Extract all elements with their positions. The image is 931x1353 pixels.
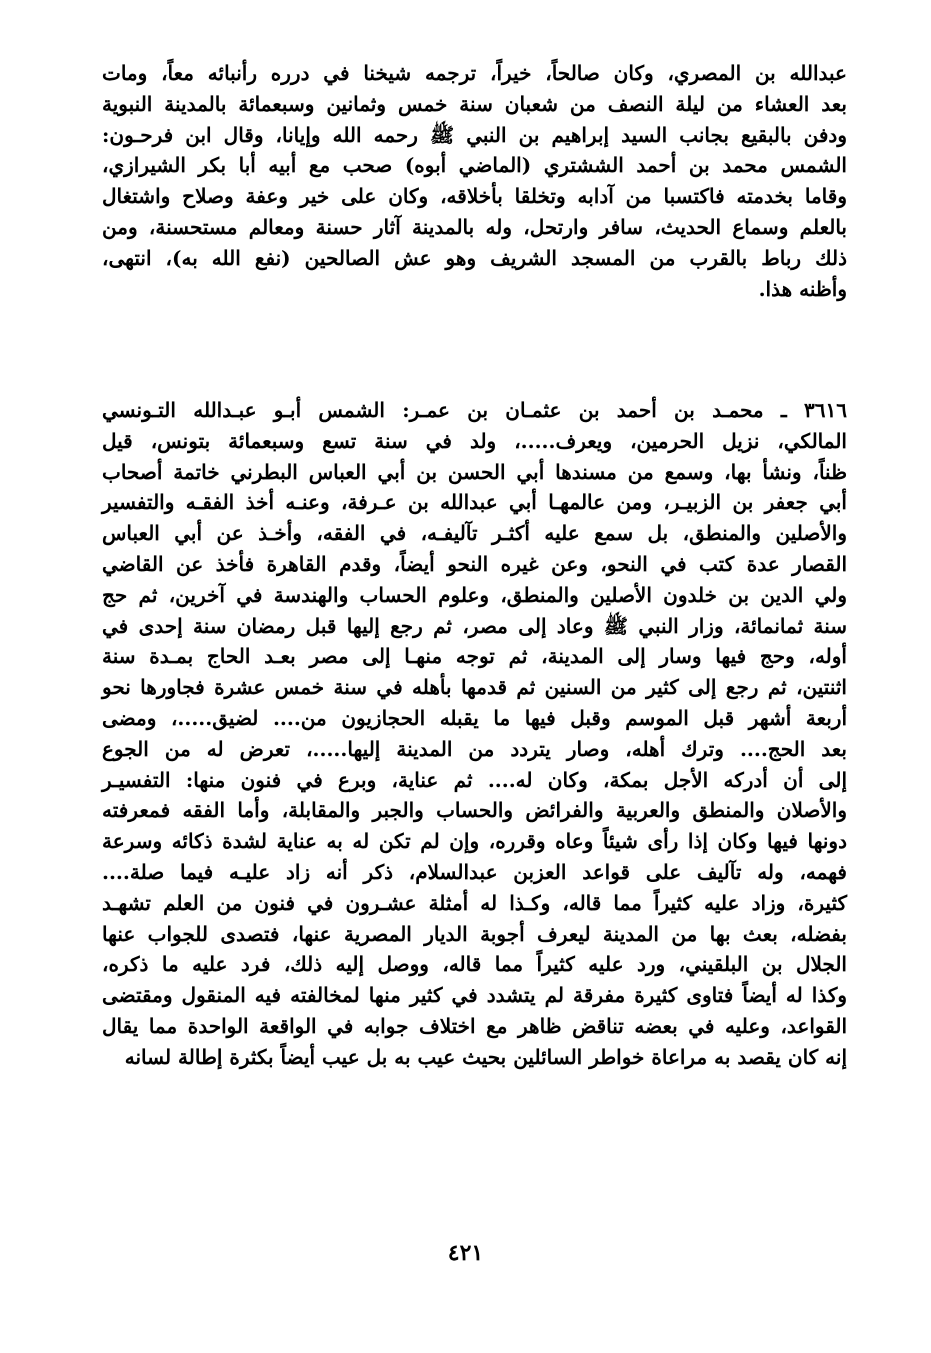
text-line: أوله، وحج فيها وسار إلى المدينة، ثم توجه منهـا إلى مصر بعـد الحاج بمـدة سنة	[102, 644, 847, 669]
page-number: ٤٢١	[447, 1240, 484, 1266]
text-line: ظناً، ونشأ بها، وسمع من مسندها أبي الحسن بن أبي العباس البطرني خاتمة أصحاب	[102, 459, 847, 484]
text-line: إنه كان يقصد به مراعاة خواطر السائلين بحيث عيب به بل عيب أيضاً بكثرة إطالة لسانه	[124, 1044, 847, 1069]
text-line: اثنتين، ثم رجع إلى كثير من السنين ثم قدمها بأهله في سنة خمس عشرة فجاورها نحو	[102, 675, 847, 700]
text-line: ذلك رباط بالقرب من المسجد الشريف وهو عش الصالحين (نفع الله به)، انتهى،	[102, 245, 847, 270]
text-line: ولي الدين بن خلدون الأصلين والمنطق، وعلوم الحساب والهندسة في آخرين، ثم حج	[102, 582, 847, 607]
paragraph-continuation	[102, 58, 847, 304]
text-line: والأصلين والمنطق، بل سمع عليه أكثـر تآليفـه، في الفقه، وأخـذ عن أبي العباس	[102, 521, 847, 546]
text-line: سنة ثمانمائة، وزار النبي ﷺ وعاد إلى مصر، ثم رجع إليها قبل رمضان سنة إحدى في	[102, 613, 847, 638]
text-line: أربعة أشهر قبل الموسم وقبل فيها ما يقبله الحجازيون من.... لضيق.....، ومضى	[102, 705, 848, 730]
text-line: والأصلان والمنطق والعربية والفرائض والحساب والجبر والمقابلة، وأما الفقه فمعرفته	[102, 798, 847, 823]
text-line: وقاما بخدمته فاكتسبا من آدابه وتخلقا بأخلاقه، وكان على خير وعفة وصلاح واشتغال	[102, 184, 847, 209]
text-line: الشمس محمد بن أحمد الششتري (الماضي أبوه) صحب مع أبيه أبا بكر الشيرازي،	[102, 153, 847, 178]
text-line: وأظنه هذا.	[758, 276, 847, 301]
text-line: بفضله، بعث بها من المدينة ليعرف أجوبة الديار المصرية عنها، فتصدى للجواب عنها	[102, 921, 847, 946]
text-line: عبدالله بن المصري، وكان صالحاً، خيراً، ترجمه شيخنا في درره رأنبائه معاً، ومات	[102, 61, 847, 85]
text-line: الجلال بن البلقيني، ورد عليه كثيراً مما قاله، ووصل إليه ذلك، فرد عليه ما ذكره،	[102, 952, 847, 977]
text-line: بعد العشاء من ليلة النصف من شعبان سنة خمس وثمانين وسبعمائة بالمدينة النبوية	[102, 91, 847, 116]
text-line: بالعلم وسماع الحديث، سافر وارتحل، وله بالمدينة آثار حسنة ومعالم مستحسنة، ومن	[102, 214, 847, 239]
paragraph-entry-3616	[102, 395, 847, 1073]
text-line: القصار عدة كتب في النحو، وعن غيره النحو أيضاً، وقدم القاهرة فأخذ عن القاضي	[102, 551, 847, 576]
text-line: المالكي، نزيل الحرمين، ويعرف.....، ولد في سنة تسع وسبعمائة بتونس، قيل	[102, 428, 847, 453]
text-line: ٣٦١٦ ـ محمـد بن أحمد بن عثمـان بن عمـر: الشمس أبـو عبـدالله التـونسي	[102, 398, 847, 422]
text-line: كثيرة، وزاد عليه كثيراً مما قاله، وكـذا له أمثلة عشـرون في فنون من العلم تشهـد	[102, 890, 847, 915]
text-line: بعد الحج.... وترك أهله، وصار يتردد من المدينة إليها.....، تعرض له من الجوع	[102, 736, 847, 761]
text-line: إلى أن أدركه الأجل بمكة، وكان له.... ثم عناية، وبرع في فنون منها: التفسيـر	[102, 767, 847, 792]
text-line: فهمه، وله تآليف على قواعد العزبن عبدالسلام، ذكر أنه زاد عليـه فيما صلة....	[102, 859, 847, 884]
text-line: ودفن بالبقيع بجانب السيد إبراهيم بن النبي ﷺ رحمه الله وإيانا، وقال ابن فرحـون:	[102, 122, 847, 147]
text-line: القواعد، وعليه في بعضه تناقض ظاهر مع اختلاف جوابه في الواقعة الواحدة مما يقال	[102, 1013, 848, 1038]
text-line: أبي جعفر بن الزبيـر، ومن عالمهـا أبي عبدالله بن عـرفة، وعنـه أخذ الفقـه والتفسير	[102, 490, 847, 515]
text-line: دونها فيها وكان إذا رأى شيئاً وعاه وقرره، وإن لم تكن له به عناية لشدة ذكائه وسرعة	[102, 829, 847, 854]
text-line: وكذا له أيضاً فتاوى كثيرة مفرقة لم يتشدد في كثير منها لمخالفته فيه المنقول ومقتضى	[102, 983, 847, 1008]
